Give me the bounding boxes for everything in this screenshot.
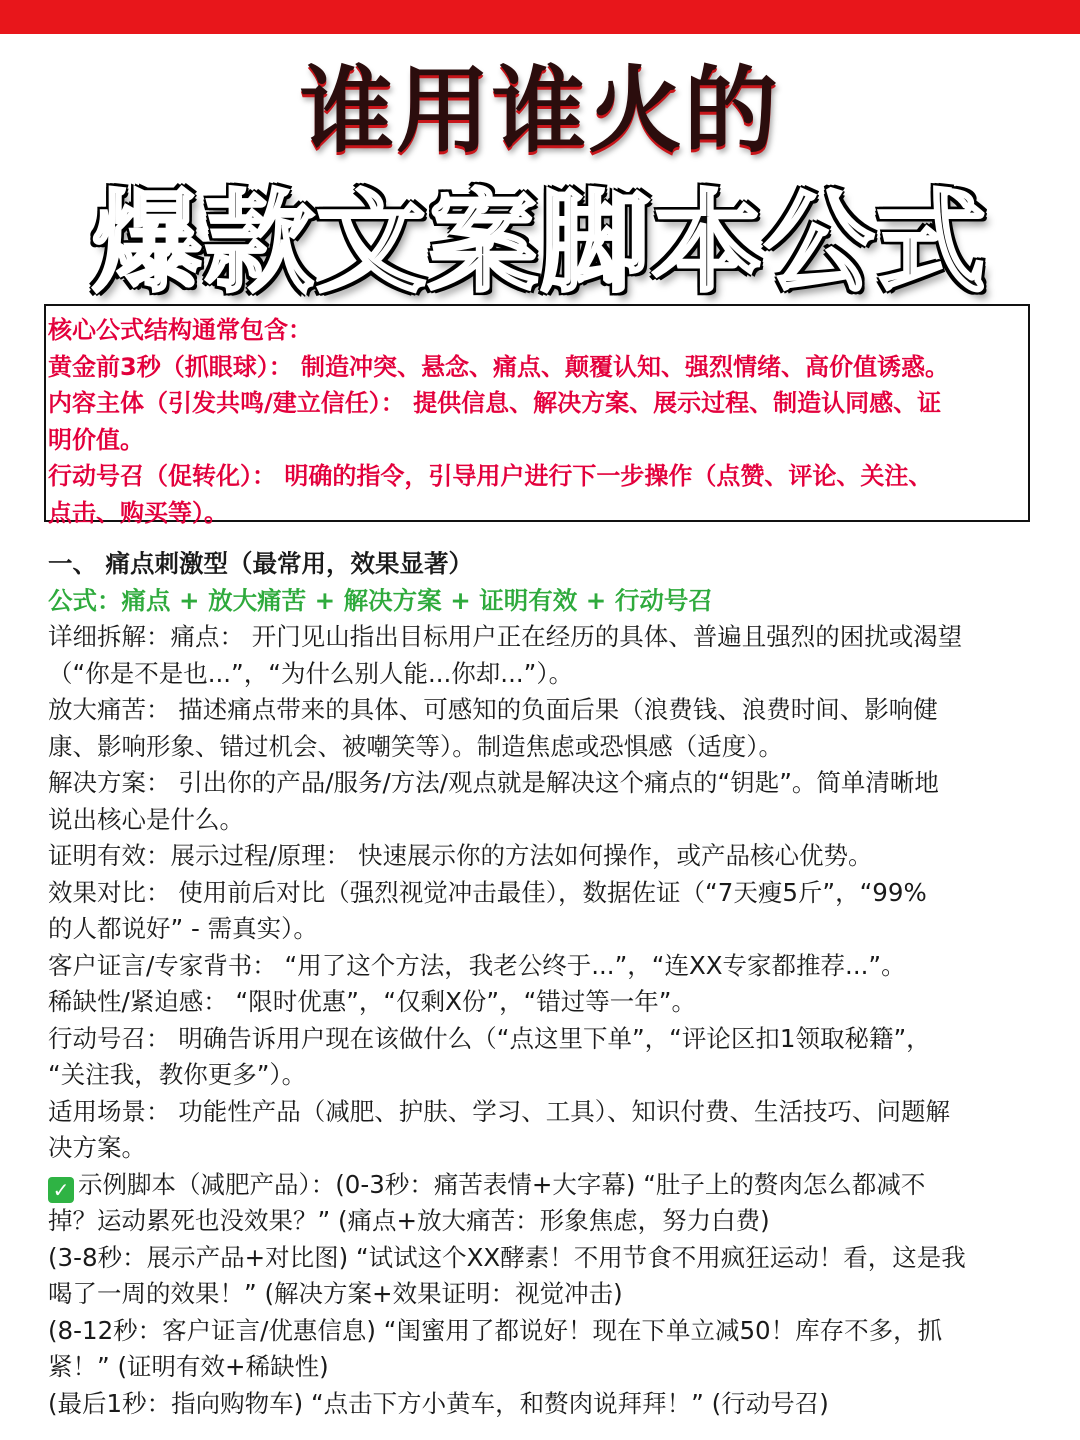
page-title-line1: 谁用谁火的	[299, 57, 780, 166]
example-line: (3-8秒：展示产品+对比图) “试试这个XX酵素！不用节食不用疯狂运动！看，这是我	[48, 1242, 966, 1272]
body-line: 证明有效：展示过程/原理： 快速展示你的方法如何操作，或产品核心优势。	[48, 841, 873, 870]
example-line	[48, 1167, 1038, 1204]
core-box-line: 黄金前3秒（抓眼球）： 制造冲突、悬念、痛点、颠覆认知、强烈情绪、高价值诱惑。	[48, 352, 950, 381]
formula-line: 公式：痛点 + 放大痛苦 + 解决方案 + 证明有效 + 行动号召	[48, 585, 713, 615]
body-line: 的人都说好” - 需真实）。	[48, 914, 318, 943]
body-line: 客户证言/专家背书： “用了这个方法，我老公终于...”，“连XX专家都推荐...”。	[48, 950, 906, 980]
core-box-line: 明价值。	[48, 425, 144, 454]
body-line: 详细拆解：痛点： 开门见山指出目标用户正在经历的具体、普遍且强烈的困扰或渴望	[48, 622, 963, 651]
core-box-line: 内容主体（引发共鸣/建立信任）： 提供信息、解决方案、展示过程、制造认同感、证	[48, 389, 942, 417]
example-first-text: 示例脚本（减肥产品）：(0-3秒：痛苦表情+大字幕) “肚子上的赘肉怎么都减不	[78, 1169, 926, 1199]
example-line: (最后1秒：指向购物车) “点击下方小黄车，和赘肉说拜拜！” (行动号召)	[48, 1388, 829, 1418]
example-line: 喝了一周的效果！” (解决方案+效果证明：视觉冲击)	[48, 1279, 623, 1308]
example-line: 掉？运动累死也没效果？” (痛点+放大痛苦：形象焦虑，努力白费)	[48, 1206, 770, 1235]
core-box-line: 核心公式结构通常包含：	[48, 316, 312, 344]
body-line: 说出核心是什么。	[48, 804, 244, 834]
body-line: 效果对比： 使用前后对比（强烈视觉冲击最佳），数据佐证（“7天瘦5斤”，“99%	[48, 877, 927, 907]
example-line: 紧！” (证明有效+稀缺性)	[48, 1352, 329, 1381]
body-line: 决方案。	[48, 1133, 146, 1162]
core-formula-box	[44, 304, 1030, 527]
core-box-line: 点击、购买等）。	[48, 498, 228, 527]
example-line: (8-12秒：客户证言/优惠信息) “闺蜜用了都说好！现在下单立减50！库存不多，抓	[48, 1315, 943, 1345]
body-line: 解决方案： 引出你的产品/服务/方法/观点就是解决这个痛点的“钥匙”。简单清晰地	[48, 768, 939, 797]
section-heading: 一、 痛点刺激型（最常用，效果显著）	[48, 549, 474, 578]
body-line: 放大痛苦： 描述痛点带来的具体、可感知的负面后果（浪费钱、浪费时间、影响健	[48, 695, 938, 724]
body-line: “关注我，教你更多”）。	[48, 1060, 307, 1089]
core-box-line: 行动号召（促转化）： 明确的指令，引导用户进行下一步操作（点赞、评论、关注、	[48, 462, 933, 490]
body-line: 稀缺性/紧迫感： “限时优惠”，“仅剩X份”，“错过等一年”。	[48, 987, 696, 1016]
check-mark-icon: ✓	[48, 1177, 74, 1203]
page-title-line2: 爆款文案脚本公式	[92, 179, 988, 307]
top-red-bar	[0, 0, 1080, 34]
body-line: 康、影响形象、错过机会、被嘲笑等）。制造焦虑或恐惧感（适度）。	[48, 731, 783, 761]
body-line: 适用场景： 功能性产品（减肥、护肤、学习、工具）、知识付费、生活技巧、问题解	[48, 1096, 951, 1126]
section-pain-point	[48, 546, 1038, 1422]
body-line: 行动号召： 明确告诉用户现在该做什么（“点这里下单”，“评论区扣1领取秘籍”，	[48, 1023, 931, 1053]
body-line: （“你是不是也...”，“为什么别人能...你却...”）。	[48, 658, 574, 688]
